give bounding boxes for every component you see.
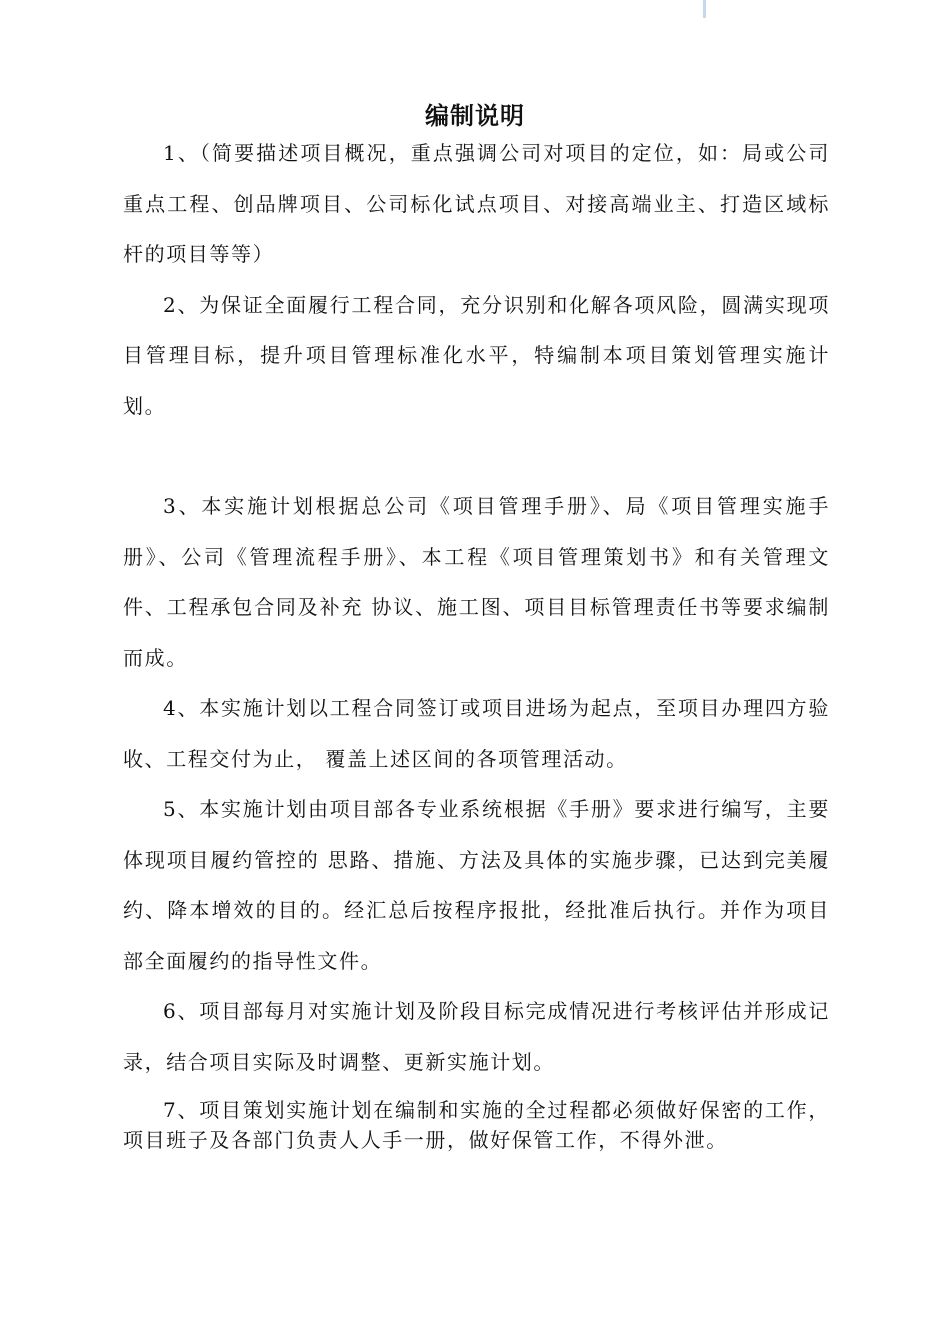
document-body: [123, 128, 830, 1155]
paragraph-1: 1、（简要描述项目概况，重点强调公司对项目的定位，如：局或公司重点工程、创品牌项目、公司标化试点项目、对接高端业主、打造区域标杆的项目等等）: [123, 141, 830, 266]
paragraph-4: 4、本实施计划以工程合同签订或项目进场为起点，至项目办理四方验收、工程交付为止， 覆盖上述区间的各项管理活动。: [123, 696, 830, 771]
paragraph-5: 5、本实施计划由项目部各专业系统根据《手册》要求进行编写，主要体现项目履约管控的 思路、措施、方法及具体的实施步骤，已达到完美履约、降本增效的目的。经汇总后按程序报批，经批准后执行。并作为项目部全面履约的指导性文件。: [123, 797, 830, 973]
paragraph-6: 6、项目部每月对实施计划及阶段目标完成情况进行考核评估并形成记录，结合项目实际及时调整、更新实施计划。: [123, 999, 830, 1074]
paragraph-3: 3、本实施计划根据总公司《项目管理手册》、局《项目管理实施手册》、公司《管理流程手册》、本工程《项目管理策划书》和有关管理文件、工程承包合同及补充 协议、施工图、项目目标管理责任书等要求编制而成。: [123, 494, 830, 670]
paragraph-7: 7、项目策划实施计划在编制和实施的全过程都必须做好保密的工作，项目班子及各部门负责人人手一册，做好保管工作，不得外泄。: [123, 1098, 830, 1152]
paragraph-2: 2、为保证全面履行工程合同，充分识别和化解各项风险，圆满实现项目管理目标，提升项目管理标准化水平，特编制本项目策划管理实施计划。: [123, 292, 830, 418]
page-title: 编制说明: [425, 102, 525, 130]
corner-mark: [703, 0, 706, 18]
